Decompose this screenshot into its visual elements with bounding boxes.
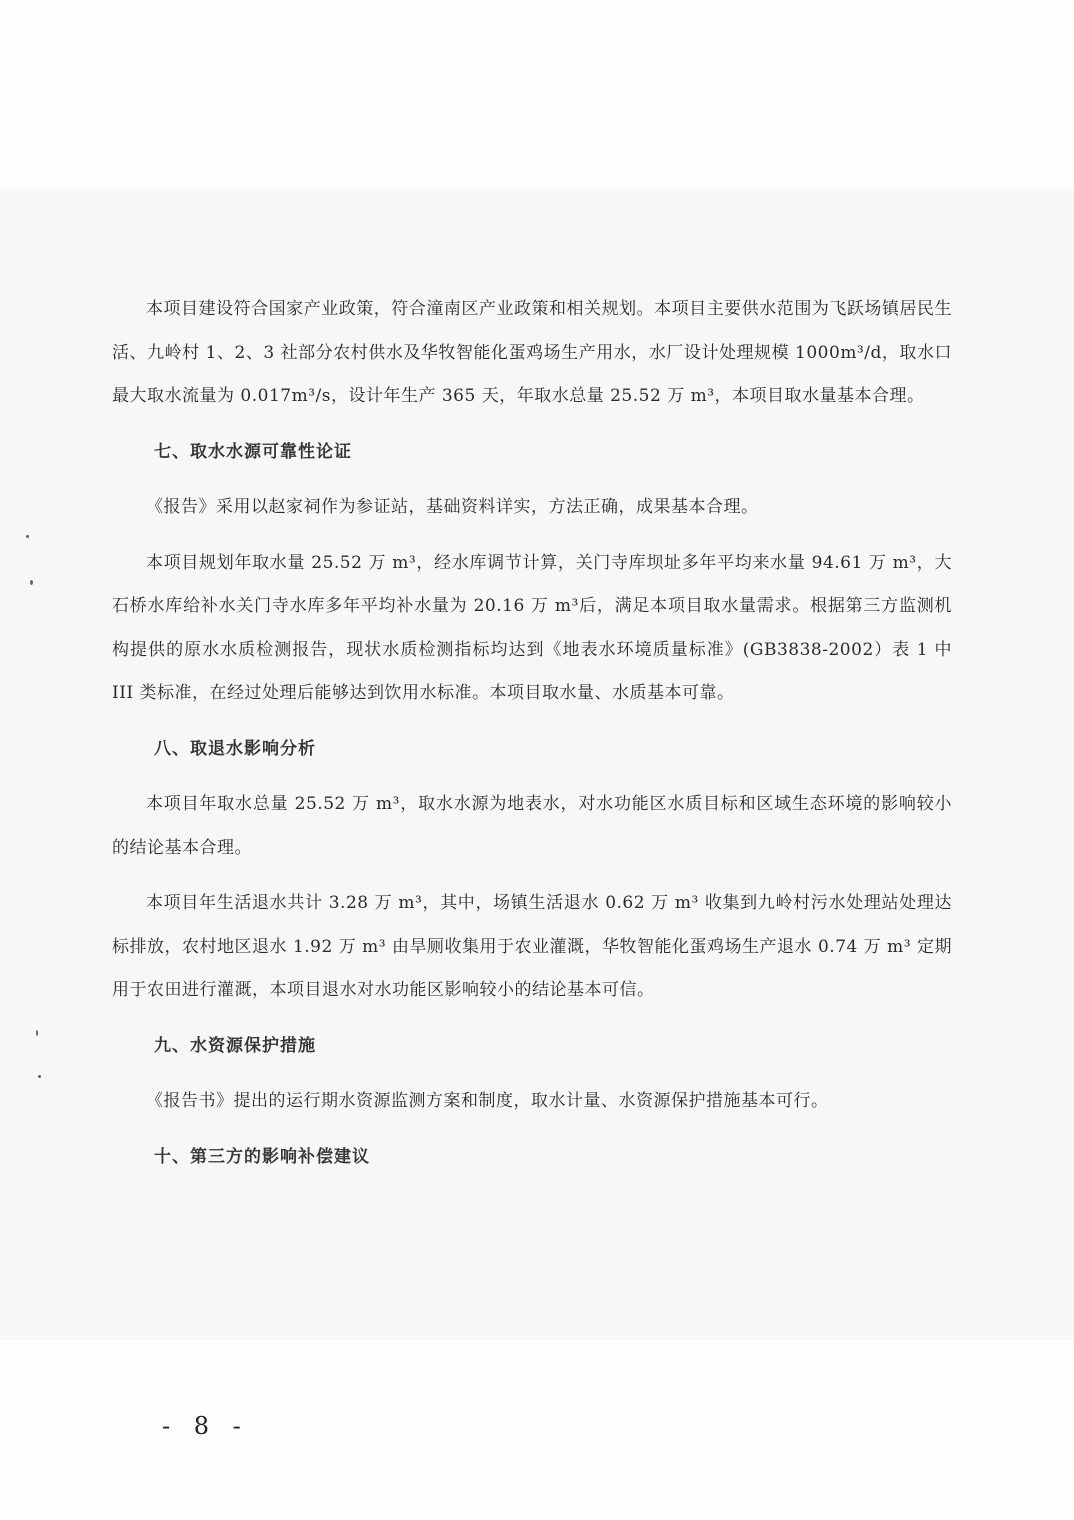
paragraph: 本项目规划年取水量 25.52 万 m³，经水库调节计算，关门寺库坝址多年平均来水量 94.61 万 m³，大石桥水库给补水关门寺水库多年平均补水量为 20.16 万 m³后，满足本项目取水量需求。根据第三方监测机构提供的原水水质检测报告，现状水质检测指标均达到《地表水环境质量标准》(GB3838-2002）表 1 中 III 类标准，在经过处理后能够达到饮用水标准。本项目取水量、水质基本可靠。	[112, 552, 952, 703]
page-number: - 8 -	[162, 1412, 249, 1440]
paragraph: 《报告》采用以赵家祠作为参证站，基础资料详实，方法正确，成果基本合理。	[146, 497, 759, 517]
section-heading: 七、取水水源可靠性论证	[154, 441, 352, 462]
section-heading: 九、水资源保护措施	[154, 1035, 316, 1056]
scan-speck	[26, 535, 29, 538]
section-heading: 八、取退水影响分析	[154, 738, 316, 759]
scan-speck	[38, 1075, 41, 1078]
scan-speck	[36, 1030, 38, 1036]
paragraph: 《报告书》提出的运行期水资源监测方案和制度，取水计量、水资源保护措施基本可行。	[146, 1091, 829, 1111]
scan-speck	[30, 580, 33, 585]
section-heading: 十、第三方的影响补偿建议	[154, 1146, 370, 1167]
paragraph: 本项目建设符合国家产业政策，符合潼南区产业政策和相关规划。本项目主要供水范围为飞跃场镇居民生活、九岭村 1、2、3 社部分农村供水及华牧智能化蛋鸡场生产用水，水厂设计处理规模 1000m³/d，取水口最大取水流量为 0.017m³/s，设计年生产 365 天，年取水总量 25.52 万 m³，本项目取水量基本合理。	[112, 299, 952, 406]
paragraph: 本项目年取水总量 25.52 万 m³，取水水源为地表水，对水功能区水质目标和区域生态环境的影响较小的结论基本合理。	[112, 794, 952, 858]
document-body	[112, 288, 952, 1191]
paragraph: 本项目年生活退水共计 3.28 万 m³，其中，场镇生活退水 0.62 万 m³ 收集到九岭村污水处理站处理达标排放，农村地区退水 1.92 万 m³ 由旱厕收集用于农业灌溉，华牧智能化蛋鸡场生产退水 0.74 万 m³ 定期用于农田进行灌溉，本项目退水对水功能区影响较小的结论基本可信。	[112, 893, 952, 1000]
